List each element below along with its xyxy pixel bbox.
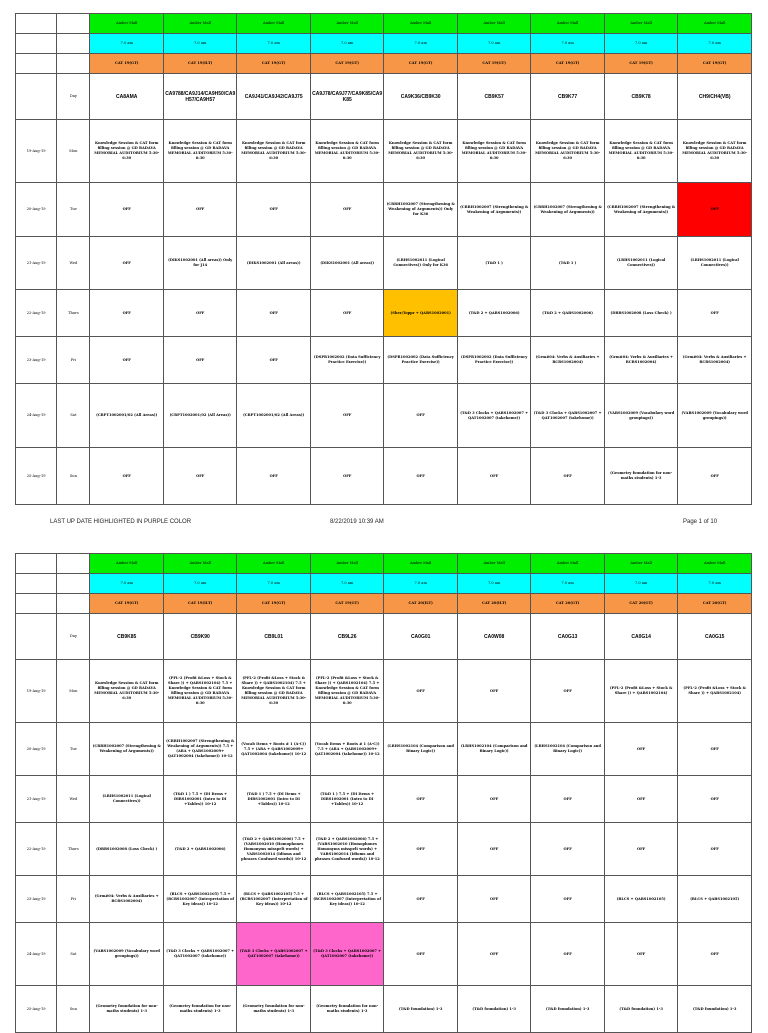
session-cell: (CRPT1002001/02 (All Areas))	[237, 384, 310, 448]
session-cell: OFF	[237, 448, 310, 505]
batch-code-cell: CA9788/CA9J14/CA9H50/CA9H57/CA9H57	[163, 74, 236, 120]
session-cell: (CRRH1002007 (Strengthening & Weakening of Arguments))	[604, 183, 677, 237]
session-cell: (PFL-2 (Profit &Loss + Stock & Share )) + QABS1002104) 7.5 + Knowledge Session & CAT form filling session @ GD RADAVA MEMORIAL AUDITORIUM 5:30-6:30	[163, 660, 236, 723]
batch-code-cell: CB9K85	[90, 614, 163, 660]
category-cell: CAT 20(ILT)	[384, 594, 457, 614]
session-cell: OFF	[531, 923, 604, 986]
session-cell: OFF	[310, 290, 383, 337]
category-cell: CAT 19(GT)	[310, 54, 383, 74]
time-cell: 7.0 am	[90, 574, 163, 594]
session-cell: (T&D 3 Clocks + QABS1002007 + QAT1002007 (takehome))	[531, 384, 604, 448]
schedule-table-1	[15, 13, 752, 505]
venue-cell: Amber Mall	[163, 554, 236, 574]
session-cell: (RLCS + QABS1002105) 7.5 + (RCRS1002007 (Interpretation of Key ideas)) 10-12	[163, 876, 236, 923]
batch-code-cell: CA0G01	[384, 614, 457, 660]
session-cell: (T&D foundation) 1-3	[678, 986, 752, 1033]
session-cell: (Geometry foundation for non-maths students) 1-3	[237, 986, 310, 1033]
session-cell: OFF	[310, 384, 383, 448]
session-cell: (LRHS1002011 (Logical Connectives))	[90, 776, 163, 823]
session-cell: (LRHS1002011 (Logical Connectives))	[604, 237, 677, 290]
session-cell: OFF	[531, 776, 604, 823]
blank-cell	[57, 14, 90, 34]
session-cell: OFF	[531, 660, 604, 723]
day-cell: Sat	[57, 384, 90, 448]
table-row	[16, 448, 752, 505]
table-row	[16, 290, 752, 337]
session-cell: (DSPR1002002 (Data Sufficiency Practice Exercise))	[310, 337, 383, 384]
session-cell: (T&D 2 + QABS1002006)	[457, 290, 530, 337]
session-cell: (LRHS1002011 (Logical Connectives)) Only for K36	[384, 237, 457, 290]
category-cell: CAT 20(GT)	[531, 594, 604, 614]
session-cell: Knowledge Session & CAT form filling session @ GD RADAVA MEMORIAL AUDITORIUM 5:30-6:30	[310, 120, 383, 183]
date-cell: 23-Aug-19	[16, 876, 57, 923]
date-cell: 25-Aug-19	[16, 986, 57, 1033]
session-cell: (LRHS1002011 (Logical Connectives))	[678, 237, 752, 290]
day-cell: Fri	[57, 876, 90, 923]
category-cell: CAT 19(GT)	[90, 594, 163, 614]
session-cell: (RLCS + QABS1002105) 7.5 + (RCRS1002007 (Interpretation of Key ideas)) 10-12	[310, 876, 383, 923]
category-cell: CAT 19(GT)	[457, 54, 530, 74]
date-cell: 19-Aug-19	[16, 660, 57, 723]
session-cell: Knowledge Session & CAT form filling session @ GD RADAVA MEMORIAL AUDITORIUM 5:30-6:30	[90, 120, 163, 183]
session-cell: (T&D 3 Clocks + QABS1002007 + QAT1002007 (takehome))	[163, 923, 236, 986]
time-cell: 7.0 am	[163, 34, 236, 54]
session-cell: (CRRH1002007 (Strengthening & Weakening of Arguments))	[90, 723, 163, 776]
session-cell: OFF	[163, 448, 236, 505]
date-cell: 22-Aug-19	[16, 290, 57, 337]
session-cell: Knowledge Session & CAT form filling session @ GD RADAVA MEMORIAL AUDITORIUM 5:30-6:30	[237, 120, 310, 183]
session-cell: (PFL-2 (Profit &Loss + Stock & Share )) + QABS1002104) 7.5 + Knowledge Session & CAT form filling session @ GD RADAVA MEMORIAL AUDITORIUM 5:30-6:30	[310, 660, 383, 723]
session-cell: OFF	[604, 823, 677, 876]
session-cell: OFF	[678, 823, 752, 876]
day-cell: Wed	[57, 776, 90, 823]
session-cell: (Vocab Items + Roots # 1 (A-C)) 7.5 + (ARA + QABS1002009+ QAT1002004 (takehome)) 10-12	[310, 723, 383, 776]
session-cell: (T&D 2 + QABS1002006)	[531, 290, 604, 337]
table-row	[16, 183, 752, 237]
session-cell: OFF	[457, 823, 530, 876]
session-cell: (Geometry foundation for non-maths students) 1-3	[604, 448, 677, 505]
batch-code-cell: CA9J41/CA9J42/CA9J75	[237, 74, 310, 120]
time-cell: 7.0 am	[678, 574, 752, 594]
date-cell: 19-Aug-19	[16, 120, 57, 183]
day-cell: Sun	[57, 448, 90, 505]
category-cell: CAT 19(ILT)	[163, 54, 236, 74]
session-cell: (PFL-2 (Profit &Loss + Stock & Share )) + QABS1002104)	[604, 660, 677, 723]
time-cell: 7.0 am	[384, 574, 457, 594]
time-cell: 7.0 am	[678, 34, 752, 54]
session-cell: OFF	[678, 923, 752, 986]
date-cell: 23-Aug-19	[16, 337, 57, 384]
session-cell: (RLCS + QABS1002105)	[604, 876, 677, 923]
session-cell: OFF	[310, 183, 383, 237]
session-cell: OFF	[90, 237, 163, 290]
session-cell: Knowledge Session & CAT form filling session @ GD RADAVA MEMORIAL AUDITORIUM 5:30-6:30	[384, 120, 457, 183]
day-cell: Mon	[57, 120, 90, 183]
day-header: Day	[57, 614, 90, 660]
session-cell: OFF	[237, 183, 310, 237]
venue-cell: Amber Mall	[90, 554, 163, 574]
session-cell: OFF	[604, 776, 677, 823]
batch-code-cell: CB9K90	[163, 614, 236, 660]
session-cell: (VABS1002009 (Vocabulary word groupings))	[604, 384, 677, 448]
session-cell: OFF	[163, 183, 236, 237]
session-cell: (DIKS1002001 (All areas))	[237, 237, 310, 290]
session-cell: (VABS1002009 (Vocabulary word groupings))	[678, 384, 752, 448]
time-cell: 7.0 am	[163, 574, 236, 594]
session-cell: (Grm#04: Verbs & Auxiliaries + RCRS1002004)	[531, 337, 604, 384]
time-cell: 7.0 am	[531, 34, 604, 54]
date-cell: 20-Aug-19	[16, 183, 57, 237]
session-cell: (PFL-2 (Profit &Loss + Stock & Share )) + QABS1002104) 7.5 + Knowledge Session & CAT form filling session @ GD RADAVA MEMORIAL AUDITORIUM 5:30-6:30	[237, 660, 310, 723]
venue-cell: Amber Mall	[163, 14, 236, 34]
footer-note: LAST UP DATE HIGHLIGHTED IN PURPLE COLOR	[50, 519, 192, 525]
session-cell: (T&D 3 Clocks + QABS1002007 + QAT1002007 (takehome))	[310, 923, 383, 986]
session-cell: Knowledge Session & CAT form filling session @ GD RADAVA MEMORIAL AUDITORIUM 5:30-6:30	[678, 120, 752, 183]
batch-code-cell: CA0W08	[457, 614, 530, 660]
session-cell: OFF	[678, 448, 752, 505]
blank-cell	[16, 614, 57, 660]
session-cell: OFF	[457, 876, 530, 923]
day-cell: Mon	[57, 660, 90, 723]
batch-code-cell: CA0G14	[604, 614, 677, 660]
session-cell: OFF	[531, 823, 604, 876]
batch-code-cell: CA9J78/CA9J77/CA9K85/CA9K85	[310, 74, 383, 120]
date-cell: 24-Aug-19	[16, 384, 57, 448]
page-footer	[50, 519, 750, 529]
session-cell: (Geometry foundation for non-maths students) 1-3	[90, 986, 163, 1033]
session-cell: (Vocab Items + Roots # 1 (A-C)) 7.5 + (ARA + QABS1002009+ QAT1002004 (takehome)) 10-12	[237, 723, 310, 776]
batch-code-cell: CH9/CH4(VB)	[678, 74, 752, 120]
session-cell: OFF	[384, 660, 457, 723]
schedule-page-2	[15, 553, 752, 1033]
table-row	[16, 876, 752, 923]
day-cell: Sun	[57, 986, 90, 1033]
session-cell: (T&D 2 + QABS1002006)	[163, 823, 236, 876]
time-cell: 7.0 am	[604, 34, 677, 54]
table-row	[16, 237, 752, 290]
category-cell: CAT 19(GT)	[531, 54, 604, 74]
day-header: Day	[57, 74, 90, 120]
blank-cell	[16, 574, 57, 594]
category-cell: CAT 19(GT)	[237, 54, 310, 74]
time-cell: 7.0 am	[310, 34, 383, 54]
session-cell: (T&D 1 ) 7.5 + (DI Items + DIRS1002001 (Intro to DI +Tables)) 10-12	[310, 776, 383, 823]
session-cell: (Grm#04: Verbs & Auxiliaries + RCRS1002004)	[90, 876, 163, 923]
session-cell: OFF	[90, 448, 163, 505]
day-cell: Thurs	[57, 823, 90, 876]
venue-cell: Amber Mall	[678, 554, 752, 574]
blank-cell	[16, 34, 57, 54]
blank-cell	[16, 54, 57, 74]
day-cell: Tue	[57, 183, 90, 237]
session-cell: OFF	[678, 183, 752, 237]
category-cell: CAT 20(ILT)	[457, 594, 530, 614]
time-cell: 7.0 am	[457, 34, 530, 54]
category-cell: CAT 20(GT)	[678, 594, 752, 614]
session-cell: (Sher/Toppr + QABS1002001)	[384, 290, 457, 337]
session-cell: (LRHS1002104 (Comparison and Binary Logic))	[384, 723, 457, 776]
session-cell: (Geometry foundation for non-maths students) 1-3	[163, 986, 236, 1033]
schedule-page-1	[15, 13, 752, 505]
venue-cell: Amber Mall	[531, 554, 604, 574]
session-cell: (CRPT1002001/02 (All Areas))	[163, 384, 236, 448]
table-row	[16, 923, 752, 986]
session-cell: (T&D 2 + QABS1002006) 7.5 + (VABS1002010 (Homophones Homonyms misspelt words) + VABS1002014 (Idioms and phrases Confused words)) 10-12	[310, 823, 383, 876]
blank-cell	[57, 554, 90, 574]
session-cell: (DRRS1002008 (Loss Check) )	[90, 823, 163, 876]
table-row	[16, 384, 752, 448]
batch-code-cell: CB9K78	[604, 74, 677, 120]
session-cell: Knowledge Session & CAT form filling session @ GD RADAVA MEMORIAL AUDITORIUM 5:30-6:30	[457, 120, 530, 183]
footer-page-number: Page 1 of 10	[683, 519, 718, 525]
category-cell: CAT 19(GT)	[604, 54, 677, 74]
batch-code-cell: CA8AMA	[90, 74, 163, 120]
time-cell: 7.0 am	[604, 574, 677, 594]
footer-timestamp: 8/22/2019 10:39 AM	[330, 519, 384, 525]
session-cell: (Grm#04: Verbs & Auxiliaries + RCRS1002004)	[678, 337, 752, 384]
session-cell: (RLCS + QABS1002105)	[678, 876, 752, 923]
session-cell: (T&D 1 ) 7.5 + (DI Items + DIRS1002001 (Intro to DI +Tables)) 10-12	[237, 776, 310, 823]
day-cell: Wed	[57, 237, 90, 290]
venue-cell: Amber Mall	[457, 554, 530, 574]
schedule-table-2	[15, 553, 752, 1033]
table-row	[16, 986, 752, 1033]
venue-cell: Amber Mall	[604, 14, 677, 34]
category-cell: CAT 19(ILT)	[163, 594, 236, 614]
batch-code-cell: CA0G13	[531, 614, 604, 660]
session-cell: (T&D 3 Clocks + QABS1002007 + QAT1002007 (takehome))	[457, 384, 530, 448]
session-cell: (T&D 1 )	[457, 237, 530, 290]
time-cell: 7.0 am	[384, 34, 457, 54]
table-row	[16, 120, 752, 183]
session-cell: OFF	[457, 660, 530, 723]
session-cell: OFF	[604, 723, 677, 776]
date-cell: 21-Aug-19	[16, 237, 57, 290]
batch-code-cell: CA0G15	[678, 614, 752, 660]
session-cell: OFF	[678, 776, 752, 823]
day-cell: Fri	[57, 337, 90, 384]
time-cell: 7.0 am	[457, 574, 530, 594]
batch-code-cell: CA9K36/CB9K30	[384, 74, 457, 120]
session-cell: OFF	[384, 923, 457, 986]
date-cell: 22-Aug-19	[16, 823, 57, 876]
session-cell: (CRRH1002007 (Strengthening & Weakening of Arguments)) 7.5 + (ARA + QABS1002009+ QAT1002004 (takehome)) 10-12	[163, 723, 236, 776]
session-cell: OFF	[237, 337, 310, 384]
session-cell: (LRHS1002104 (Comparison and Binary Logic))	[531, 723, 604, 776]
session-cell: (DRRS1002008 (Loss Check) )	[604, 290, 677, 337]
session-cell: (DSPR1002002 (Data Sufficiency Practice Exercise))	[457, 337, 530, 384]
session-cell: (T&D foundation) 1-3	[384, 986, 457, 1033]
session-cell: (DSPR1002002 (Data Sufficiency Practice Exercise))	[384, 337, 457, 384]
session-cell: Knowledge Session & CAT form filling session @ GD RADAVA MEMORIAL AUDITORIUM 5:30-6:30	[604, 120, 677, 183]
category-cell: CAT 19(GT)	[678, 54, 752, 74]
session-cell: OFF	[384, 776, 457, 823]
session-cell: (CRPT1002001/02 (All Areas))	[90, 384, 163, 448]
blank-cell	[16, 74, 57, 120]
category-cell: CAT 19(GT)	[310, 594, 383, 614]
day-cell: Sat	[57, 923, 90, 986]
date-cell: 24-Aug-19	[16, 923, 57, 986]
session-cell: (DIKS1002001 (All areas)) Only for J14	[163, 237, 236, 290]
session-cell: Knowledge Session & CAT form filling session @ GD RADAVA MEMORIAL AUDITORIUM 5:30-6:30	[531, 120, 604, 183]
venue-cell: Amber Mall	[310, 14, 383, 34]
blank-cell	[16, 594, 57, 614]
session-cell: (T&D 1 )	[531, 237, 604, 290]
session-cell: (CRRH1002007 (Strengthening & Weakening of Arguments))	[457, 183, 530, 237]
batch-code-cell: CB9K77	[531, 74, 604, 120]
session-cell: OFF	[457, 776, 530, 823]
table-row	[16, 723, 752, 776]
session-cell: OFF	[384, 384, 457, 448]
time-cell: 7.0 am	[237, 34, 310, 54]
session-cell: (Grm#04: Verbs & Auxiliaries + RCRS1002004)	[604, 337, 677, 384]
session-cell: OFF	[163, 290, 236, 337]
session-cell: (T&D foundation) 1-3	[531, 986, 604, 1033]
category-cell: CAT 19(GT)	[384, 54, 457, 74]
date-cell: 25-Aug-19	[16, 448, 57, 505]
session-cell: OFF	[678, 723, 752, 776]
session-cell: (T&D foundation) 1-3	[604, 986, 677, 1033]
session-cell: (Geometry foundation for non-maths students) 1-3	[310, 986, 383, 1033]
session-cell: OFF	[531, 448, 604, 505]
time-cell: 7.0 am	[237, 574, 310, 594]
session-cell: Knowledge Session & CAT form filling session @ GD RADAVA MEMORIAL AUDITORIUM 5:30-6:30	[90, 660, 163, 723]
venue-cell: Amber Mall	[237, 14, 310, 34]
session-cell: OFF	[384, 448, 457, 505]
venue-cell: Amber Mall	[457, 14, 530, 34]
session-cell: OFF	[90, 183, 163, 237]
session-cell: (RLCS + QABS1002105) 7.5 + (RCRS1002007 (Interpretation of Key ideas)) 10-12	[237, 876, 310, 923]
table-row	[16, 337, 752, 384]
table-row	[16, 776, 752, 823]
venue-cell: Amber Mall	[310, 554, 383, 574]
session-cell: (PFL-2 (Profit &Loss + Stock & Share )) + QABS1002104)	[678, 660, 752, 723]
table-row	[16, 660, 752, 723]
blank-cell	[57, 54, 90, 74]
date-cell: 20-Aug-19	[16, 723, 57, 776]
session-cell: Knowledge Session & CAT form filling session @ GD RADAVA MEMORIAL AUDITORIUM 5:30-6:30	[163, 120, 236, 183]
session-cell: (LRHS1002104 (Comparison and Binary Logic))	[457, 723, 530, 776]
session-cell: (T&D 1 ) 7.5 + (DI Items + DIRS1002001 (Intro to DI +Tables)) 10-12	[163, 776, 236, 823]
batch-code-cell: CB9K57	[457, 74, 530, 120]
session-cell: (T&D foundation) 1-3	[457, 986, 530, 1033]
session-cell: OFF	[457, 448, 530, 505]
session-cell: OFF	[384, 876, 457, 923]
session-cell: OFF	[90, 337, 163, 384]
day-cell: Thurs	[57, 290, 90, 337]
session-cell: OFF	[531, 876, 604, 923]
session-cell: OFF	[384, 823, 457, 876]
category-cell: CAT 19(GT)	[90, 54, 163, 74]
time-cell: 7.0 am	[90, 34, 163, 54]
session-cell: (CRRH1002007 (Strengthening & Weakening of Arguments))	[531, 183, 604, 237]
session-cell: OFF	[237, 290, 310, 337]
session-cell: (T&D 3 Clocks + QABS1002007 + QAT1002007 (takehome))	[237, 923, 310, 986]
session-cell: (DIKS1002001 (All areas))	[310, 237, 383, 290]
session-cell: (VABS1002009 (Vocabulary word groupings))	[90, 923, 163, 986]
category-cell: CAT 20(GT)	[604, 594, 677, 614]
venue-cell: Amber Mall	[90, 14, 163, 34]
category-cell: CAT 19(GT)	[237, 594, 310, 614]
blank-cell	[57, 594, 90, 614]
time-cell: 7.0 am	[310, 574, 383, 594]
session-cell: OFF	[678, 290, 752, 337]
venue-cell: Amber Mall	[384, 554, 457, 574]
blank-cell	[57, 34, 90, 54]
blank-cell	[16, 14, 57, 34]
session-cell: (T&D 2 + QABS1002006) 7.5 + (VABS1002010 (Homophones Homonyms misspelt words) + VABS1002014 (Idioms and phrases Confused words)) 10-12	[237, 823, 310, 876]
table-row	[16, 823, 752, 876]
day-cell: Tue	[57, 723, 90, 776]
session-cell: OFF	[604, 923, 677, 986]
venue-cell: Amber Mall	[237, 554, 310, 574]
blank-cell	[16, 554, 57, 574]
batch-code-cell: CB9L01	[237, 614, 310, 660]
session-cell: OFF	[163, 337, 236, 384]
venue-cell: Amber Mall	[678, 14, 752, 34]
session-cell: OFF	[310, 448, 383, 505]
time-cell: 7.0 am	[531, 574, 604, 594]
date-cell: 21-Aug-19	[16, 776, 57, 823]
venue-cell: Amber Mall	[604, 554, 677, 574]
venue-cell: Amber Mall	[531, 14, 604, 34]
venue-cell: Amber Mall	[384, 14, 457, 34]
batch-code-cell: CB9L26	[310, 614, 383, 660]
blank-cell	[57, 574, 90, 594]
session-cell: OFF	[90, 290, 163, 337]
session-cell: (CRRH1002007 (Strengthening & Weakening of Arguments)) Only for K36	[384, 183, 457, 237]
session-cell: OFF	[457, 923, 530, 986]
